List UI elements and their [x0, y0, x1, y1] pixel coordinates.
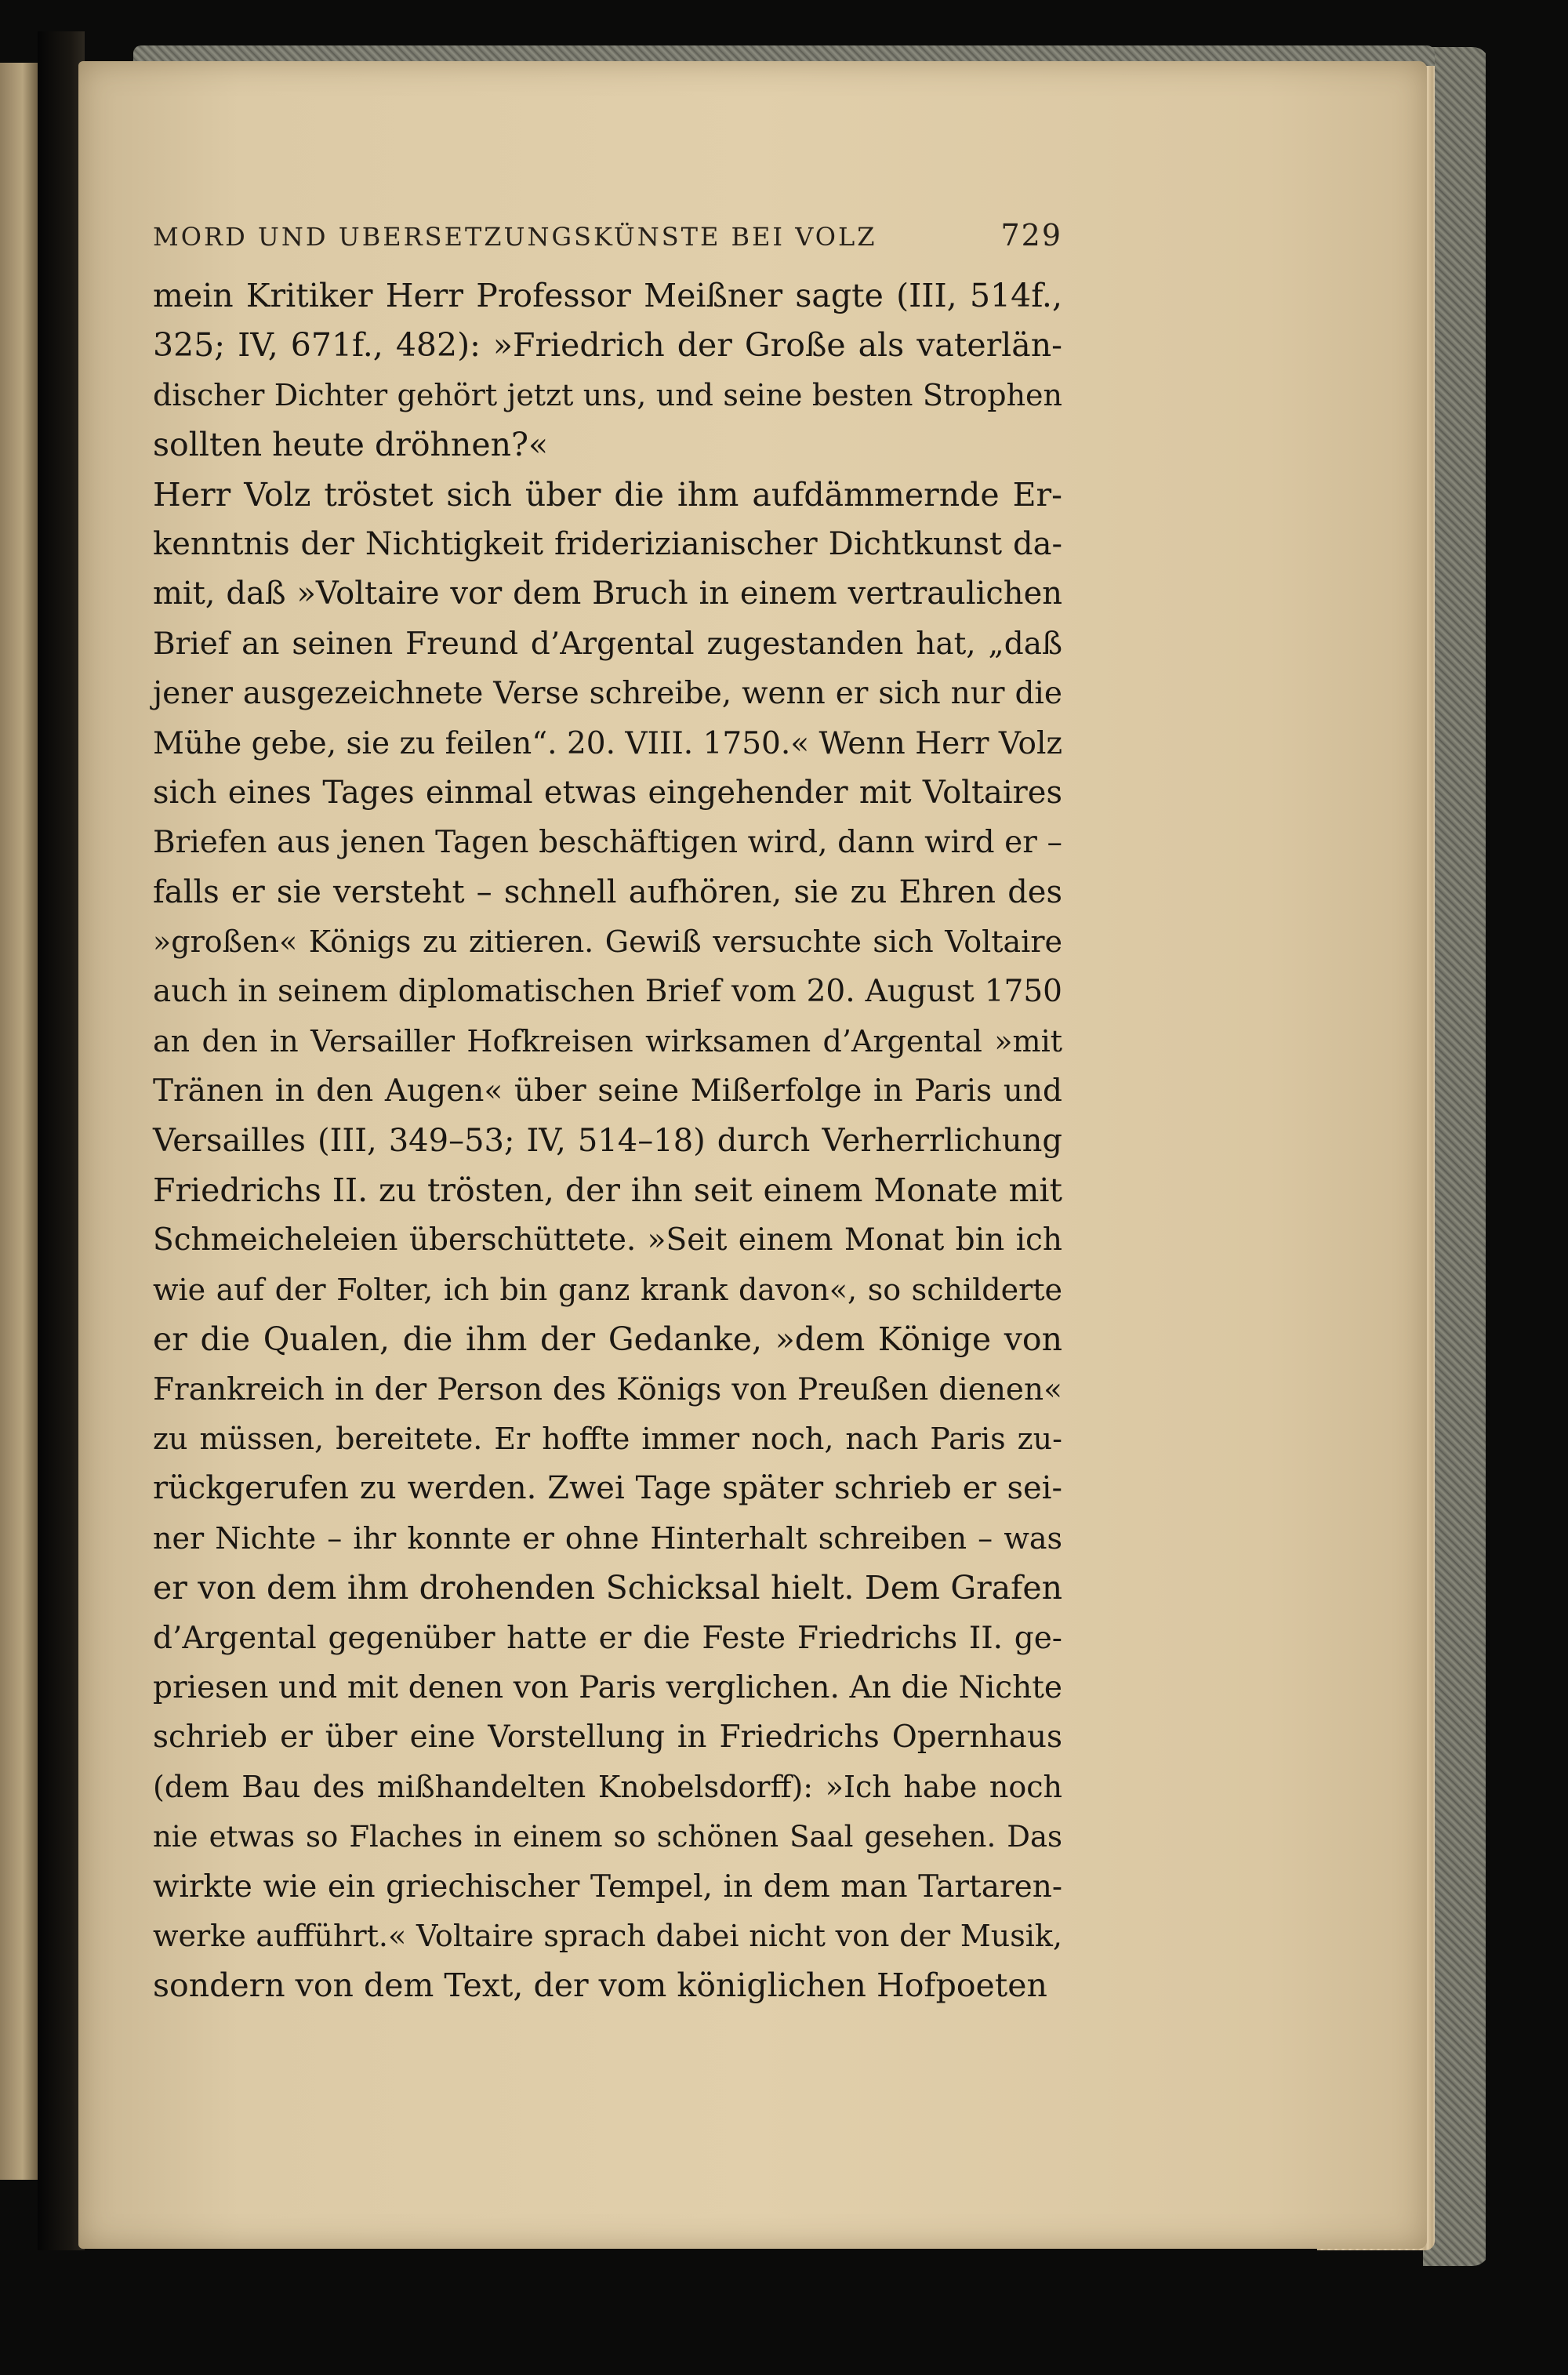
text-line: Tränen in den Augen« über seine Mißerfolge in Paris und	[153, 1073, 1062, 1109]
text-line: er die Qualen, die ihm der Gedanke, »dem Könige von	[153, 1320, 1062, 1359]
text-line: priesen und mit denen von Paris verglichen. An die Nichte	[153, 1669, 1062, 1705]
background-right	[1486, 47, 1568, 2266]
text-line: wirkte wie ein griechischer Tempel, in dem man Tartaren-	[153, 1868, 1062, 1905]
text-line: mit, daß »Voltaire vor dem Bruch in einem vertraulichen	[153, 576, 1062, 612]
text-line: sich eines Tages einmal etwas eingehender mit Voltaires	[153, 774, 1062, 811]
text-line: Brief an seinen Freund d’Argental zugestanden hat, „daß	[153, 626, 1062, 662]
text-line: mein Kritiker Herr Professor Meißner sagte (III, 514f.,	[153, 277, 1062, 314]
text-line: Mühe gebe, sie zu feilen“. 20. VIII. 1750.« Wenn Herr Volz	[153, 725, 1062, 761]
text-line: ner Nichte – ihr konnte er ohne Hinterhalt schreiben – was	[153, 1520, 1062, 1556]
left-page-edge	[0, 63, 38, 2180]
page-number: 729	[1000, 218, 1062, 252]
running-header	[153, 218, 1062, 271]
book-gutter	[38, 31, 85, 2250]
text-line: wie auf der Folter, ich bin ganz krank davon«, so schilderte	[153, 1272, 1062, 1307]
text-line: 325; IV, 671f., 482): »Friedrich der Große als vaterlän-	[153, 326, 1062, 365]
text-line: sollten heute dröhnen?«	[153, 426, 549, 464]
running-header-title: MORD UND UBERSETZUNGSKÜNSTE BEI VOLZ	[153, 222, 877, 252]
text-line: jener ausgezeichnete Verse schreibe, wenn er sich nur die	[153, 676, 1062, 712]
text-line: Frankreich in der Person des Königs von Preußen dienen«	[153, 1371, 1062, 1407]
text-line: zu müssen, bereitete. Er hoffte immer noch, nach Paris zu-	[153, 1421, 1062, 1456]
text-line: nie etwas so Flaches in einem so schönen Saal gesehen. Das	[153, 1820, 1062, 1854]
text-line: sondern von dem Text, der vom königlichen Hofpoeten	[153, 1966, 1047, 2005]
text-line: discher Dichter gehört jetzt uns, und seine besten Strophen	[153, 377, 1062, 412]
text-line: an den in Versailler Hofkreisen wirksamen d’Argental »mit	[153, 1023, 1062, 1059]
text-line: Schmeicheleien überschüttete. »Seit einem Monat bin ich	[153, 1222, 1062, 1258]
text-line: Briefen aus jenen Tagen beschäftigen wird, dann wird er –	[153, 825, 1062, 861]
text-line: werke aufführt.« Voltaire sprach dabei nicht von der Musik,	[153, 1918, 1062, 1953]
text-line: »großen« Königs zu zitieren. Gewiß versuchte sich Voltaire	[153, 924, 1062, 960]
text-line: falls er sie versteht – schnell aufhören, sie zu Ehren des	[153, 873, 1062, 910]
text-line: (dem Bau des mißhandelten Knobelsdorff): »Ich habe noch	[153, 1769, 1062, 1804]
text-line: Herr Volz tröstet sich über die ihm aufdämmernde Er-	[153, 475, 1062, 514]
text-line: kenntnis der Nichtigkeit friderizianischer Dichtkunst da-	[153, 525, 1062, 562]
text-line: Versailles (III, 349–53; IV, 514–18) durch Verherrlichung	[153, 1122, 1062, 1159]
text-line: schrieb er über eine Vorstellung in Friedrichs Opernhaus	[153, 1720, 1062, 1756]
text-line: auch in seinem diplomatischen Brief vom 20. August 1750	[153, 974, 1062, 1010]
text-line: Friedrichs II. zu trösten, der ihn seit einem Monate mit	[153, 1171, 1062, 1210]
text-line: d’Argental gegenüber hatte er die Feste Friedrichs II. ge-	[153, 1620, 1062, 1656]
page-text-block	[153, 218, 1062, 2011]
text-line: er von dem ihm drohenden Schicksal hielt. Dem Grafen	[153, 1569, 1062, 1607]
text-line: rückgerufen zu werden. Zwei Tage später schrieb er sei-	[153, 1470, 1062, 1507]
body-text	[153, 271, 1062, 2011]
